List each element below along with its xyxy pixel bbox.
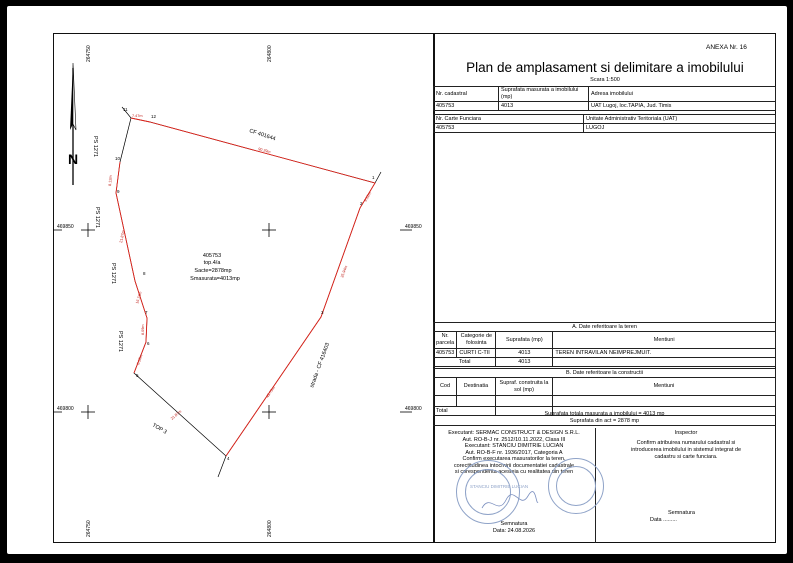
dist-1-2: 9.52m [363,191,373,203]
parcel-top: top.4/a [203,260,221,266]
vertex-10: 10 [115,156,121,161]
vertex-3: 3 [321,310,324,315]
dist-12-1: 90.29m [257,147,272,155]
hdr-cadastral: Nr. cadastral [434,87,499,102]
executant-date: Data: 24.08.2026 [492,528,536,534]
a-total: 4013 [496,358,553,367]
parcel-annotation [190,253,240,282]
coord-y2-right: 469800 [405,406,422,412]
top3-label: TOP 3 [151,422,168,436]
b-hdr-cod: Cod [434,378,457,396]
inspector-block [598,430,774,461]
dist-6-5: 6.28m [136,354,144,366]
vertex-4: 4 [227,456,230,461]
total-act: Suprafata din act = 2878 mp [569,418,640,424]
inspector-sign: Semnatura [668,510,695,516]
coord-y2-left: 469800 [57,406,74,412]
executant-l1: Executant: SERMAC CONSTRUCT & DESIGN S.R.L. [448,430,580,436]
a-hdr-categorie: Categorie de folosinta [457,332,496,349]
val-cadastral: 405753 [434,102,499,111]
total-measured: Suprafata totala masurata a imobilului = 4013 mp [544,411,665,417]
vertex-labels [115,107,375,461]
a-parcela: 405753 [434,349,457,358]
parcel-sacte: Sacte=2878mp [194,268,232,274]
hdr-address: Adresa imobilului [589,87,776,102]
ps-label-2: PS 1271 [94,207,100,229]
a-categorie: CURTI C-TII [457,349,496,358]
north-label: N [68,151,79,167]
vertex-12: 12 [151,114,157,119]
parcel-boundary-measured [150,122,375,456]
dist-8-7: 16.73m [135,291,143,305]
a-total-label: Total [434,358,496,367]
parcel-smasurata: Smasurata=4013mp [190,276,240,282]
inspector-title: Inspector [674,430,698,436]
parcel-boundary-west [131,118,150,122]
company-stamp-inner-icon [556,466,596,506]
executant-sign: Semnatura [500,521,528,527]
inspector-l3: cadastru si carte funciara. [654,454,718,460]
coord-y1-left: 469850 [57,224,74,230]
parcel-id: 405753 [202,253,222,259]
parcel-outline [116,118,375,456]
vertex-8: 8 [143,271,146,276]
executant-l5: Confirm executarea masuratorilor la teren, [462,456,566,462]
vertex-7: 7 [145,310,148,315]
dist-10-9: 8.12m [108,175,113,187]
executant-l4: Aut. RO-B-F nr. 1936/2017, Categoria A [465,449,563,456]
vertex-5: 5 [136,373,139,378]
a-mentiuni: TEREN INTRAVILAN NEIMPREJMUIT. [553,349,776,358]
hdr-uat: Unitate Administrativ Teritoriala (UAT) [584,115,776,124]
inspector-date: Data ......... [650,517,677,523]
coord-bot-mid: 264800 [267,520,273,537]
section-b-title: B. Date referitoare la constructii [434,369,776,378]
inspector-l1: Confirm atribuirea numarului cadastral si [636,440,736,446]
dist-11-12: 7.47m [132,114,143,118]
executant-l6: corectitudinea intocmirii documentatiei cadastrale [453,462,575,469]
dist-2-3: 35.94m [340,265,349,279]
inspector-l2: introducerea imobilului in sistemul integrat de [630,447,742,453]
val-address: UAT Lugoj, loc.TAPIA, Jud. Timis [589,102,776,111]
hdr-cf: Nr. Carte Funciara [434,115,584,124]
a-hdr-suprafata: Suprafata (mp) [496,332,553,349]
dist-9-8: 21.87m [119,229,126,244]
coord-top-left: 264750 [86,45,92,62]
stamp-text: STANCIU DIMITRIE LUCIAN [470,484,529,489]
executant-l3: Executant: STANCIU DIMITRIE LUCIAN [464,443,564,449]
vertex-6: 6 [147,341,150,346]
vertex-9: 9 [117,189,120,194]
distance-labels [108,114,372,421]
dist-4-5: 21.87m [170,409,183,421]
coord-bot-left: 264750 [86,520,92,537]
section-a-table [433,322,776,367]
val-area: 4013 [499,102,589,111]
dist-7-6: 8.09m [141,324,145,335]
inspector-sign-block [650,510,770,524]
section-a-title: A. Date referitoare la teren [434,323,776,332]
annex-label: ANEXA Nr. 16 [706,44,747,51]
b-hdr-mentiuni: Mentiuni [553,378,776,396]
vertex-1: 1 [372,175,375,180]
a-suprafata: 4013 [496,349,553,358]
executant-l7: si corespondenta acesteia cu realitatea din teren [454,469,574,475]
a-hdr-parcela: Nr. parcela [434,332,457,349]
vertex-11: 11 [123,107,128,112]
hdr-area: Suprafata masurata a imobilului (mp) [499,87,589,102]
b-hdr-destinatia: Destinatia [457,378,496,396]
cf-table [433,114,776,133]
header-table [433,86,776,111]
street-label: strada - CF 416403 [309,342,332,389]
ps-label-3: PS 1271 [110,263,116,285]
cf-top-label: CF 401644 [248,128,277,143]
signature-scribble-icon [480,488,540,518]
coord-top-mid: 264800 [267,45,273,62]
boundary-context-lines [122,107,381,477]
executant-sign-block [435,521,593,535]
grid-crosses [53,223,412,419]
section-b-table [433,368,776,416]
coord-y1-right: 469850 [405,224,422,230]
ps-label-1: PS 1271 [92,136,98,158]
page-title: Plan de amplasament si delimitare a imobilului [466,60,744,75]
ps-label-4: PS 1271 [117,331,123,353]
b-hdr-suprafata: Supraf. construita la sol (mp) [496,378,553,396]
vertex-2: 2 [360,201,363,206]
b-total-label: Total [434,407,496,416]
executant-l2: Aut. RO-B-J nr. 2512/10.11.2022, Clasa III [462,436,566,443]
val-uat: LUGOJ [584,124,776,133]
val-cf: 405753 [434,124,584,133]
a-hdr-mentiuni: Mentiuni [553,332,776,349]
scale-label: Scara 1:500 [590,77,620,83]
totals-block [433,411,776,426]
dist-3-4: 45.73m [265,385,276,399]
